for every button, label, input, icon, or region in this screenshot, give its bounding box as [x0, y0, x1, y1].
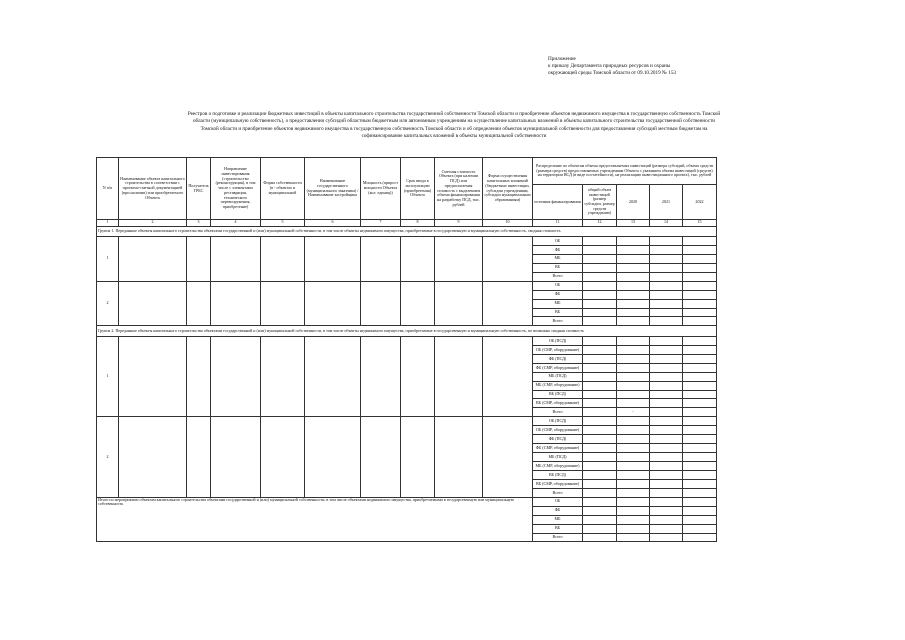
- total-label: Итого по мероприятию объектам капитального строительства объектами государственной и (или) муниципальной собственности, в том числе объектами недвижимого имущества, приобретаемыми в государственную или муниципальную собственность: [97, 497, 533, 542]
- funding-source: Всего: [533, 272, 583, 281]
- funding-source: ВБ (ПСД): [533, 470, 583, 479]
- row-number: 1: [97, 336, 119, 416]
- funding-source: ОБ (СМР, оборудование): [533, 345, 583, 354]
- funding-source: Всего: [533, 488, 583, 497]
- col-num: 9: [435, 220, 483, 227]
- title-line-4: софинансирование капитальных вложений в объекты муниципальной собственности: [361, 133, 547, 140]
- funding-source: ФБ: [533, 245, 583, 254]
- approval-line-1: Приложение: [548, 56, 576, 62]
- funding-source: Всего: [533, 533, 583, 542]
- header-estimated-cost: Сметная стоимость Объекта (при наличии ПСД) или предполагаемая стоимость с выделением объема финансирования на разработку ПСД, тыс. рублей: [435, 158, 483, 220]
- table-row: [97, 336, 717, 345]
- col-num: 10: [483, 220, 533, 227]
- title-line-3: Томской области и приобретение объектов недвижимого имущества в государственную собственность Томской области и об определении объектов муниципальной собственности для предоставления субсидий местным бюджетам на: [200, 125, 708, 132]
- funding-source: ОБ: [533, 281, 583, 290]
- funding-source: ВБ (СМР, оборудование): [533, 399, 583, 408]
- approval-block: [548, 56, 798, 78]
- funding-source: ФБ (СМР, оборудование): [533, 444, 583, 453]
- row-number: 2: [97, 417, 119, 497]
- col-num: 8: [401, 220, 435, 227]
- funding-source: МБ: [533, 299, 583, 308]
- header-year-2021: 2021: [650, 185, 683, 220]
- funding-source: ВБ: [533, 308, 583, 317]
- title-line-1: Реестров о подготовке и реализации бюджетных инвестиций в объекты капитального строительства государственной собственности Томской области и приобретение объектов недвижимого имущества в государственную собственность Томской: [187, 111, 721, 117]
- header-direction: Направление инвестирования (строительство (реконструкция), в том числе с элементами реставрации, технического перевооружения, приобретение): [211, 158, 261, 220]
- col-num: 14: [650, 220, 683, 227]
- funding-source: ФБ (СМР, оборудование): [533, 363, 583, 372]
- group-1-label: Группа 1. Переданные объекты капитального строительства объектами государственной и (или) муниципальной собственности, в том числе объекты недвижимого имущества, приобретаемые в государственную и муниципальную собственность, сводная стоимость: [97, 226, 717, 237]
- funding-source: МБ: [533, 515, 583, 524]
- table-row: [97, 237, 717, 246]
- col-num: 7: [361, 220, 401, 227]
- col-num: 5: [261, 220, 305, 227]
- funding-source: ВБ: [533, 263, 583, 272]
- funding-source: ФБ (ПСД): [533, 435, 583, 444]
- row-number: 1: [97, 237, 119, 282]
- header-row-1: [97, 158, 717, 185]
- funding-source: ОБ (ПСД): [533, 336, 583, 345]
- header-investment-form: Форма осуществления капитальных вложений (бюджетные инвестиции, субсидии учреждениям, субсидии муниципальным образованиям): [483, 158, 533, 220]
- funding-source: ОБ: [533, 237, 583, 246]
- header-total-volume: общий объем инвестиций (размер субсидии, размер средств учреждению): [583, 185, 617, 220]
- funding-source: ОБ (СМР, оборудование): [533, 426, 583, 435]
- funding-source: ВБ (ПСД): [533, 390, 583, 399]
- col-num: 6: [305, 220, 361, 227]
- approval-line-3: окружающей среды Томской области от 09.10.2019 № 153: [548, 70, 677, 77]
- funding-source: Всего: [533, 317, 583, 326]
- col-num: 12: [583, 220, 617, 227]
- header-customer: Наименование государственного (муниципального заказчика) / Наименование застройщика: [305, 158, 361, 220]
- funding-source: ОБ (ПСД): [533, 417, 583, 426]
- col-num: 1: [97, 220, 119, 227]
- register-table: [96, 157, 717, 542]
- funding-source: МБ: [533, 254, 583, 263]
- group-1-row: [97, 226, 717, 237]
- header-distribution-group: Распределение по объектам объема предоставляемых инвестиций (размера субсидий, объема средств (размера средств) предоставляемых учреждениям Объекта с указанием объема инвестиций (средств) на территории ВСД (в виде постатейности), на реализацию инвестиционного проекта), тыс. рублей: [533, 158, 717, 185]
- funding-source: ФБ: [533, 506, 583, 515]
- col-num: 11: [533, 220, 583, 227]
- group-2-row: [97, 326, 717, 337]
- header-recipient: Получатель ГРБС: [187, 158, 211, 220]
- group-2-label: Группа 2. Переданные объекты капитального строительства объектами государственной и (или) муниципальной собственности, в том числе объекты недвижимого имущества, приобретаемые в государственную и муниципальную собственность, по возможно сводная стоимость: [97, 326, 717, 337]
- col-num: 2: [119, 220, 187, 227]
- funding-source: ФБ: [533, 290, 583, 299]
- funding-source: МБ (ПСД): [533, 453, 583, 462]
- header-ownership: Форма собственности (в - объектах и муниципальной: [261, 158, 305, 220]
- table-row: [97, 281, 717, 290]
- table-row: [97, 417, 717, 426]
- funding-source: ОБ: [533, 497, 583, 506]
- col-num: 13: [617, 220, 650, 227]
- funding-source: МБ (СМР, оборудование): [533, 381, 583, 390]
- total-row: [97, 497, 717, 506]
- funding-source: МБ (ПСД): [533, 372, 583, 381]
- document-title: [100, 111, 808, 141]
- approval-line-2: к приказу Департамента природных ресурсов и охраны: [548, 63, 671, 70]
- header-n: N п/п: [97, 158, 119, 220]
- header-year-2022: 2022: [683, 185, 717, 220]
- col-num: 3: [187, 220, 211, 227]
- header-year-2020: 2020: [617, 185, 650, 220]
- header-capacity: Мощность (прирост мощности Объекта (кол. единиц)): [361, 158, 401, 220]
- col-num: 15: [683, 220, 717, 227]
- funding-source: ВБ: [533, 524, 583, 533]
- cell-dash: -: [617, 408, 650, 417]
- funding-source: ВБ (СМР, оборудование): [533, 479, 583, 488]
- funding-source: Всего: [533, 408, 583, 417]
- header-funding-source: источник финансирования: [533, 185, 583, 220]
- header-commission-date: Срок ввода в эксплуатацию (приобретения) Объекта: [401, 158, 435, 220]
- funding-source: МБ (СМР, оборудование): [533, 462, 583, 471]
- header-object-name: Наименование объекта капитального строительства в соответствии с проектно-сметной документацией (при наличии) или приобретаемого Объекта: [119, 158, 187, 220]
- funding-source: ФБ (ПСД): [533, 354, 583, 363]
- row-number: 2: [97, 281, 119, 326]
- title-line-2: области (муниципальную собственность), о предоставлении субсидий областным бюджетным или автономным учреждениям на осуществление капитальных вложений в объекты капитального строительства государственной собственности: [192, 118, 716, 125]
- col-num: 4: [211, 220, 261, 227]
